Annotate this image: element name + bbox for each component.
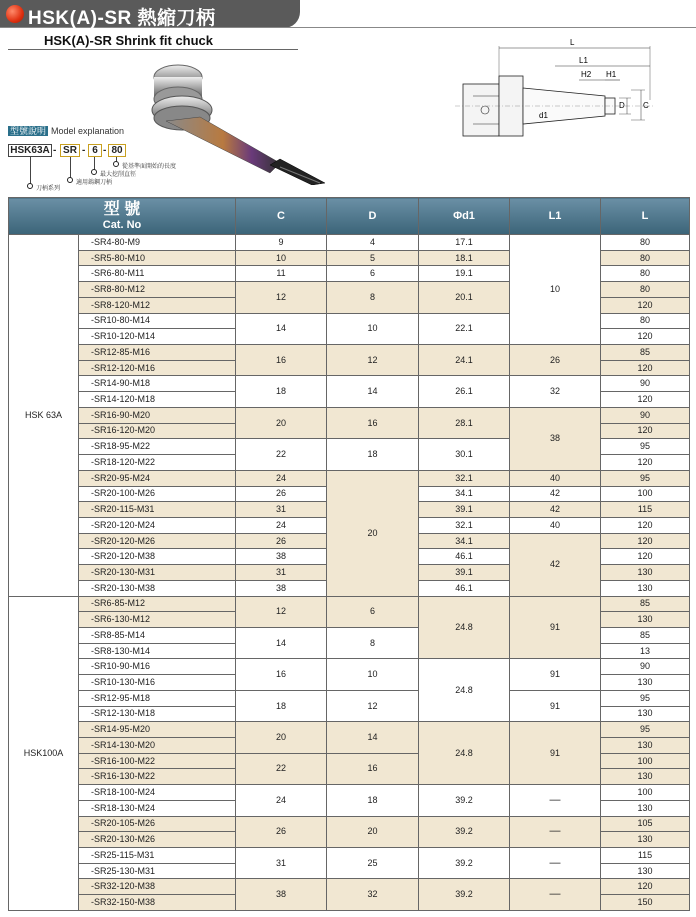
col-d1-cell: 39.2: [419, 785, 510, 816]
col-c-cell: 12: [236, 282, 327, 313]
col-d1-cell: 39.2: [419, 848, 510, 879]
model-part-series: HSK63A: [8, 144, 52, 157]
cat-no-cell: -SR20-95-M24: [79, 470, 236, 486]
group-label: HSK100A: [9, 596, 79, 910]
col-l-cell: 150: [601, 895, 690, 911]
table-row: [9, 690, 690, 706]
col-l1-cell: —: [510, 848, 601, 879]
cat-no-cell: -SR16-130-M22: [79, 769, 236, 785]
col-d1-cell: 30.1: [419, 439, 510, 470]
col-l1-cell: —: [510, 816, 601, 847]
cat-no-cell: -SR18-95-M22: [79, 439, 236, 455]
dim-h2: H2: [581, 70, 592, 79]
col-l-cell: 130: [601, 832, 690, 848]
col-l-cell: 80: [601, 250, 690, 266]
col-header-cat: 型 號 Cat. No: [9, 198, 236, 235]
dim-l1: L1: [579, 56, 588, 65]
cat-no-cell: -SR6-85-M12: [79, 596, 236, 612]
cat-no-cell: -SR12-95-M18: [79, 690, 236, 706]
col-c-cell: 16: [236, 345, 327, 376]
col-c-cell: 26: [236, 533, 327, 549]
cat-no-cell: -SR18-130-M24: [79, 800, 236, 816]
col-c-cell: 24: [236, 785, 327, 816]
col-l-cell: 120: [601, 549, 690, 565]
col-c-cell: 14: [236, 627, 327, 658]
col-l-cell: 100: [601, 753, 690, 769]
col-c-cell: 38: [236, 580, 327, 596]
col-d1-cell: 22.1: [419, 313, 510, 344]
col-l-cell: 105: [601, 816, 690, 832]
col-l1-cell: 10: [510, 235, 601, 345]
col-d-cell: 14: [327, 376, 419, 407]
cat-no-cell: -SR4-80-M9: [79, 235, 236, 251]
dim-h1: H1: [606, 70, 617, 79]
cat-no-cell: -SR12-120-M16: [79, 360, 236, 376]
cat-no-cell: -SR20-115-M31: [79, 502, 236, 518]
cat-no-cell: -SR10-80-M14: [79, 313, 236, 329]
col-d1-cell: 28.1: [419, 407, 510, 438]
col-c-cell: 38: [236, 879, 327, 911]
col-l1-cell: 38: [510, 407, 601, 470]
col-c-cell: 26: [236, 816, 327, 847]
col-l-cell: 130: [601, 800, 690, 816]
col-d-cell: 5: [327, 250, 419, 266]
col-c-cell: 9: [236, 235, 327, 251]
model-marker-4: [27, 183, 33, 189]
col-d-cell: 4: [327, 235, 419, 251]
col-c-cell: 14: [236, 313, 327, 344]
col-c-cell: 38: [236, 549, 327, 565]
dim-d: D: [619, 101, 625, 110]
col-d-cell: 10: [327, 659, 419, 690]
col-l-cell: 130: [601, 580, 690, 596]
table-row: [9, 345, 690, 361]
col-l-cell: 130: [601, 706, 690, 722]
col-l-cell: 130: [601, 675, 690, 691]
col-l-cell: 130: [601, 612, 690, 628]
model-part-length: 80: [108, 144, 126, 157]
col-d1-cell: 20.1: [419, 282, 510, 313]
col-l-cell: 120: [601, 879, 690, 895]
cat-no-cell: -SR14-90-M18: [79, 376, 236, 392]
col-l1-cell: 26: [510, 345, 601, 376]
model-note-diameter: 最大挖削直徑: [100, 172, 137, 178]
dim-l: L: [570, 38, 575, 47]
col-header-l1: L1: [510, 198, 601, 235]
model-marker-2: [91, 169, 97, 175]
spec-table: [8, 197, 690, 911]
page-subtitle: HSK(A)-SR Shrink fit chuck: [44, 33, 214, 48]
col-l1-cell: —: [510, 879, 601, 911]
cat-no-cell: -SR8-80-M12: [79, 282, 236, 298]
col-d1-cell: 24.8: [419, 722, 510, 785]
col-d-cell: 25: [327, 848, 419, 879]
cat-no-cell: -SR12-130-M18: [79, 706, 236, 722]
col-l-cell: 95: [601, 439, 690, 455]
col-l1-cell: 42: [510, 502, 601, 518]
col-d1-cell: 39.1: [419, 565, 510, 581]
table-row: [9, 722, 690, 738]
cat-no-cell: -SR32-150-M38: [79, 895, 236, 911]
cat-no-cell: -SR25-115-M31: [79, 848, 236, 864]
cat-no-cell: -SR18-120-M22: [79, 455, 236, 471]
col-l-cell: 100: [601, 486, 690, 502]
col-l-cell: 130: [601, 863, 690, 879]
col-l-cell: 90: [601, 376, 690, 392]
col-d1-cell: 39.2: [419, 879, 510, 911]
col-c-cell: 20: [236, 722, 327, 753]
col-l-cell: 85: [601, 345, 690, 361]
col-c-cell: 31: [236, 502, 327, 518]
table-row: [9, 785, 690, 801]
model-part-type: SR: [60, 144, 80, 157]
col-c-cell: 11: [236, 266, 327, 282]
col-l-cell: 130: [601, 738, 690, 754]
col-d-cell: 16: [327, 407, 419, 438]
col-l-cell: 90: [601, 659, 690, 675]
col-l-cell: 13: [601, 643, 690, 659]
cat-no-cell: -SR25-130-M31: [79, 863, 236, 879]
col-l1-cell: 91: [510, 722, 601, 785]
cat-no-cell: -SR14-95-M20: [79, 722, 236, 738]
col-d1-cell: 26.1: [419, 376, 510, 407]
cat-no-cell: -SR8-120-M12: [79, 297, 236, 313]
page-title: HSK(A)-SR 熱縮刀柄: [28, 8, 216, 29]
col-l-cell: 115: [601, 848, 690, 864]
col-d-cell: 8: [327, 627, 419, 658]
model-note-type: 適用鎢鋼刀柄: [76, 180, 113, 186]
dim-d1: d1: [539, 111, 548, 120]
col-c-cell: 10: [236, 250, 327, 266]
col-l-cell: 120: [601, 297, 690, 313]
col-c-cell: 24: [236, 517, 327, 533]
col-c-cell: 26: [236, 486, 327, 502]
group-label: HSK 63A: [9, 235, 79, 597]
col-l1-cell: 91: [510, 690, 601, 721]
cat-no-cell: -SR10-120-M14: [79, 329, 236, 345]
col-d1-cell: 39.1: [419, 502, 510, 518]
col-l-cell: 95: [601, 722, 690, 738]
col-d-cell: 20: [327, 470, 419, 596]
col-l1-cell: 40: [510, 470, 601, 486]
col-d-cell: 18: [327, 439, 419, 470]
col-d-cell: 16: [327, 753, 419, 784]
col-d-cell: 10: [327, 313, 419, 344]
col-header-l: L: [601, 198, 690, 235]
cat-no-cell: -SR32-120-M38: [79, 879, 236, 895]
model-marker-1: [113, 161, 119, 167]
cat-no-cell: -SR14-120-M18: [79, 392, 236, 408]
col-c-cell: 18: [236, 376, 327, 407]
col-l-cell: 95: [601, 690, 690, 706]
cat-no-cell: -SR10-90-M16: [79, 659, 236, 675]
col-c-cell: 22: [236, 753, 327, 784]
table-row: [9, 879, 690, 895]
col-d1-cell: 24.8: [419, 596, 510, 659]
col-c-cell: 16: [236, 659, 327, 690]
col-l-cell: 130: [601, 565, 690, 581]
table-row: [9, 659, 690, 675]
col-l-cell: 80: [601, 313, 690, 329]
col-d1-cell: 46.1: [419, 549, 510, 565]
model-note-series: 刀柄系列: [36, 186, 61, 192]
col-l1-cell: —: [510, 785, 601, 816]
col-d-cell: 12: [327, 345, 419, 376]
col-d1-cell: 39.2: [419, 816, 510, 847]
col-l-cell: 100: [601, 785, 690, 801]
col-d1-cell: 46.1: [419, 580, 510, 596]
table-row: [9, 407, 690, 423]
table-row: [9, 235, 690, 251]
col-c-cell: 18: [236, 690, 327, 721]
col-l-cell: 80: [601, 235, 690, 251]
col-c-cell: 12: [236, 596, 327, 627]
table-row: [9, 816, 690, 832]
bullet-icon: [6, 5, 24, 23]
col-l-cell: 120: [601, 455, 690, 471]
cat-no-cell: -SR8-85-M14: [79, 627, 236, 643]
cat-no-cell: -SR5-80-M10: [79, 250, 236, 266]
col-d-cell: 6: [327, 596, 419, 627]
table-header-row: [9, 198, 690, 235]
cat-no-cell: -SR20-120-M26: [79, 533, 236, 549]
col-c-cell: 31: [236, 565, 327, 581]
col-l-cell: 85: [601, 627, 690, 643]
col-d1-cell: 34.1: [419, 533, 510, 549]
table-row: [9, 376, 690, 392]
col-d1-cell: 32.1: [419, 517, 510, 533]
col-l-cell: 120: [601, 360, 690, 376]
col-c-cell: 20: [236, 407, 327, 438]
model-label: Model explanation: [51, 126, 125, 136]
model-explanation-label: [8, 124, 124, 137]
cat-no-cell: -SR16-100-M22: [79, 753, 236, 769]
col-l-cell: 80: [601, 266, 690, 282]
col-d1-cell: 24.1: [419, 345, 510, 376]
col-l-cell: 130: [601, 769, 690, 785]
cat-no-cell: -SR6-80-M11: [79, 266, 236, 282]
table-row: [9, 596, 690, 612]
cat-no-cell: -SR8-130-M14: [79, 643, 236, 659]
cat-no-cell: -SR20-130-M26: [79, 832, 236, 848]
dim-c: C: [643, 101, 649, 110]
cat-no-cell: -SR20-120-M24: [79, 517, 236, 533]
cat-no-cell: -SR20-130-M38: [79, 580, 236, 596]
col-l1-cell: 42: [510, 533, 601, 596]
col-header-d1: Φd1: [419, 198, 510, 235]
model-note-length: 從基準面開始的長度: [122, 164, 177, 170]
col-d-cell: 12: [327, 690, 419, 721]
subtitle-divider: [8, 49, 298, 50]
cat-no-cell: -SR14-130-M20: [79, 738, 236, 754]
col-l-cell: 85: [601, 596, 690, 612]
table-row: [9, 470, 690, 486]
col-l-cell: 115: [601, 502, 690, 518]
col-header-c: C: [236, 198, 327, 235]
cat-no-cell: -SR10-130-M16: [79, 675, 236, 691]
col-l-cell: 90: [601, 407, 690, 423]
model-tag: 型號說明: [10, 126, 47, 136]
col-c-cell: 24: [236, 470, 327, 486]
col-d-cell: 20: [327, 816, 419, 847]
col-d1-cell: 34.1: [419, 486, 510, 502]
cat-no-cell: -SR20-130-M31: [79, 565, 236, 581]
model-marker-3: [67, 177, 73, 183]
col-l-cell: 95: [601, 470, 690, 486]
cat-no-cell: -SR20-100-M26: [79, 486, 236, 502]
col-l-cell: 120: [601, 392, 690, 408]
col-l-cell: 120: [601, 423, 690, 439]
col-l1-cell: 42: [510, 486, 601, 502]
col-d-cell: 8: [327, 282, 419, 313]
cat-no-cell: -SR6-130-M12: [79, 612, 236, 628]
col-l-cell: 120: [601, 533, 690, 549]
model-part-diameter: 6: [88, 144, 102, 157]
col-c-cell: 22: [236, 439, 327, 470]
col-d-cell: 14: [327, 722, 419, 753]
col-d1-cell: 19.1: [419, 266, 510, 282]
col-d1-cell: 18.1: [419, 250, 510, 266]
table-row: [9, 848, 690, 864]
col-l1-cell: 32: [510, 376, 601, 407]
col-l1-cell: 40: [510, 517, 601, 533]
col-l-cell: 120: [601, 329, 690, 345]
cat-no-cell: -SR16-90-M20: [79, 407, 236, 423]
col-d1-cell: 17.1: [419, 235, 510, 251]
technical-drawing: [455, 38, 660, 138]
col-d-cell: 32: [327, 879, 419, 911]
col-d1-cell: 24.8: [419, 659, 510, 722]
col-l1-cell: 91: [510, 659, 601, 690]
cat-no-cell: -SR20-120-M38: [79, 549, 236, 565]
col-l-cell: 120: [601, 517, 690, 533]
col-d1-cell: 32.1: [419, 470, 510, 486]
col-c-cell: 31: [236, 848, 327, 879]
col-d-cell: 18: [327, 785, 419, 816]
col-l1-cell: 91: [510, 596, 601, 659]
cat-no-cell: -SR18-100-M24: [79, 785, 236, 801]
col-l-cell: 80: [601, 282, 690, 298]
cat-no-cell: -SR12-85-M16: [79, 345, 236, 361]
cat-no-cell: -SR16-120-M20: [79, 423, 236, 439]
cat-no-cell: -SR20-105-M26: [79, 816, 236, 832]
col-header-d: D: [327, 198, 419, 235]
col-d-cell: 6: [327, 266, 419, 282]
